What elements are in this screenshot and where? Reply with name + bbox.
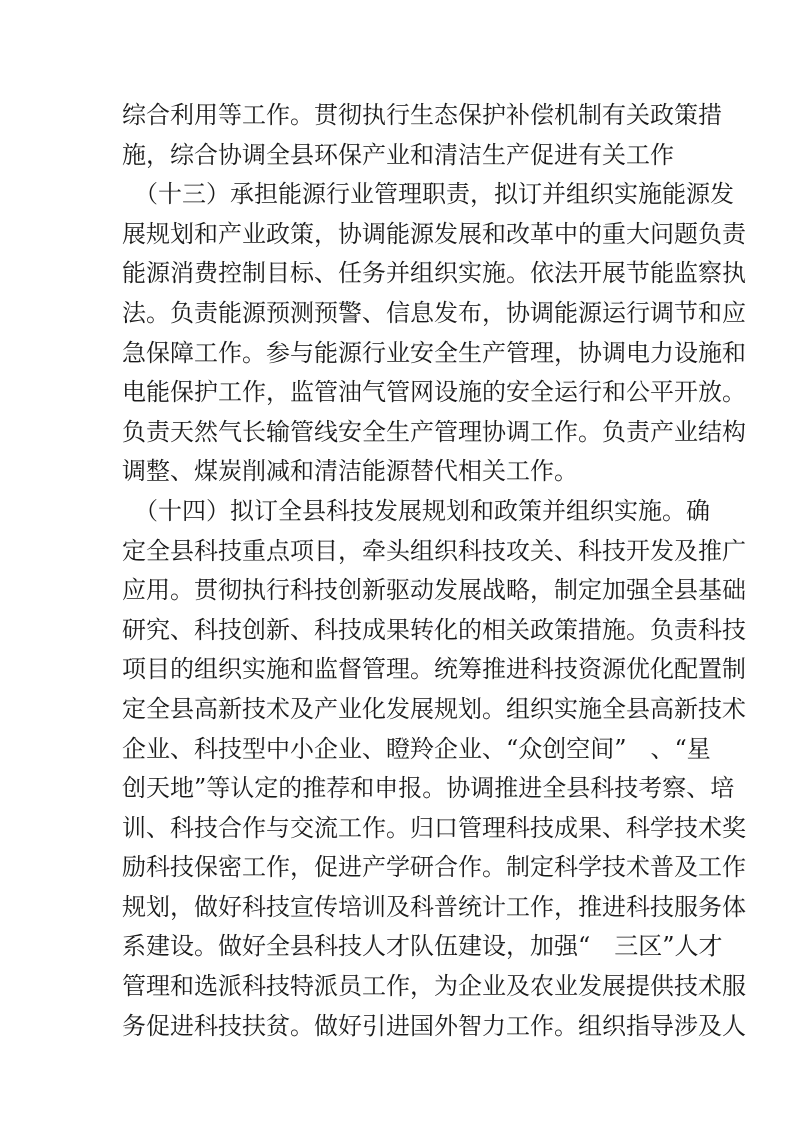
text-line: 综合利用等工作。贯彻执行生态保护补偿机制有关政策措: [122, 101, 722, 129]
text-line: 应用。贯彻执行科技创新驱动发展战略，制定加强全县基础: [122, 576, 746, 605]
text-line: 企业、科技型中小企业、瞪羚企业、“众创空间” 、“星: [122, 734, 711, 763]
text-line: 务促进科技扶贫。做好引进国外智力工作。组织指导涉及人: [122, 1011, 746, 1040]
text-line: 调整、煤炭削减和清洁能源替代相关工作。: [122, 457, 578, 486]
text-line: 创天地”等认定的推荐和申报。协调推进全县科技考察、培: [122, 774, 735, 803]
text-line: 研究、科技创新、科技成果转化的相关政策措施。负责科技: [122, 615, 746, 644]
text-line: 系建设。做好全县科技人才队伍建设，加强“ 三区”人才: [122, 932, 723, 961]
text-line: 能源消费控制目标、任务并组织实施。依法开展节能监察执: [122, 259, 746, 288]
text-line: 定全县科技重点项目，牵头组织科技攻关、科技开发及推广: [122, 536, 746, 565]
text-line: 展规划和产业政策，协调能源发展和改革中的重大问题负责: [122, 219, 746, 248]
text-line: 训、科技合作与交流工作。归口管理科技成果、科学技术奖: [122, 813, 746, 842]
body-text: [122, 96, 746, 1046]
text-line: 励科技保密工作，促进产学研合作。制定科学技术普及工作: [122, 853, 746, 882]
text-line: 定全县高新技术及产业化发展规划。组织实施全县高新技术: [122, 694, 746, 723]
text-line: 项目的组织实施和监督管理。统筹推进科技资源优化配置制: [122, 655, 746, 684]
text-line: 法。负责能源预测预警、信息发布，协调能源运行调节和应: [122, 298, 746, 327]
text-line: 负责天然气长输管线安全生产管理协调工作。负责产业结构: [122, 417, 746, 446]
text-line: （十四）拟订全县科技发展规划和政策并组织实施。确: [122, 496, 710, 525]
text-line: 急保障工作。参与能源行业安全生产管理，协调电力设施和: [122, 338, 746, 367]
text-line: 规划，做好科技宣传培训及科普统计工作，推进科技服务体: [122, 892, 746, 921]
text-line: 施，综合协调全县环保产业和清洁生产促进有关工作: [122, 140, 674, 169]
text-line: （十三）承担能源行业管理职责，拟订并组织实施能源发: [122, 180, 734, 209]
text-line: 电能保护工作，监管油气管网设施的安全运行和公平开放。: [122, 378, 746, 407]
text-line: 管理和选派科技特派员工作，为企业及农业发展提供技术服: [122, 972, 746, 1001]
